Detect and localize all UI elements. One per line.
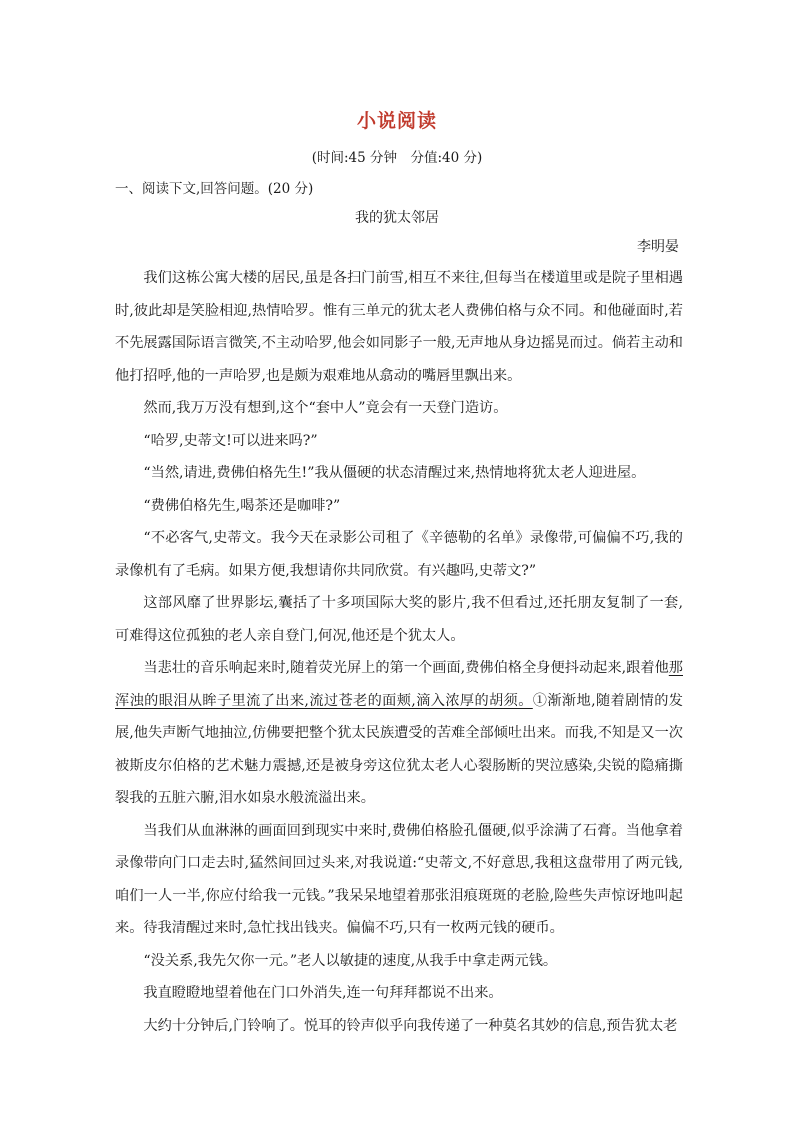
underlined-sentence: 那浑浊的眼泪从眸子里流了出来,流过苍老的面颊,滴入浓厚的胡须。 <box>115 660 683 709</box>
paragraph: “没关系,我先欠你一元。”老人以敏捷的速度,从我手中拿走两元钱。 <box>143 952 558 969</box>
page-title: 小说阅读 <box>356 110 437 132</box>
section-heading: 一、阅读下文,回答问题。(20 分) <box>115 181 314 197</box>
paragraph: “费佛伯格先生,喝茶还是咖啡?” <box>143 497 341 514</box>
paragraph: “不必客气,史蒂文。我今天在录影公司租了《辛德勒的名单》录像带,可偏偏不巧,我的录像机有了毛病。如果方便,我想请你共同欣赏。有兴趣吗,史蒂文?” <box>115 530 683 579</box>
story-body <box>115 262 683 1042</box>
paragraph: 我们这栋公寓大楼的居民,虽是各扫门前雪,相互不来往,但每当在楼道里或是院子里相遇时,彼此却是笑脸相迎,热情哈罗。惟有三单元的犹太老人费佛伯格与众不同。和他碰面时,若不先展露国际语言微笑,不主动哈罗,他会如同影子一般,无声地从身边摇晃而过。倘若主动和他打招呼,他的一声哈罗,也是颇为艰难地从翕动的嘴唇里飘出来。 <box>115 270 683 384</box>
story-author: 李明晏 <box>637 239 679 255</box>
paragraph: 这部风靡了世界影坛,囊括了十多项国际大奖的影片,我不但看过,还托朋友复制了一套,可难得这位孤独的老人亲自登门,何况,他还是个犹太人。 <box>115 595 683 644</box>
paragraph: 当我们从血淋淋的画面回到现实中来时,费佛伯格脸孔僵硬,似乎涂满了石膏。当他拿着录像带向门口走去时,猛然间回过头来,对我说道:“史蒂文,不好意思,我租这盘带用了两元钱,咱们一人一半,你应付给我一元钱。”我呆呆地望着那张泪痕斑斑的老脸,险些失声惊讶地叫起来。待我清醒过来时,急忙找出钱夹。偏偏不巧,只有一枚两元钱的硬币。 <box>115 822 683 936</box>
paragraph: 我直瞪瞪地望着他在门口外消失,连一句拜拜都说不出来。 <box>143 985 503 1001</box>
paragraph: “当然,请进,费佛伯格先生!”我从僵硬的状态清醒过来,热情地将犹太老人迎进屋。 <box>143 465 646 481</box>
paragraph: “哈罗,史蒂文!可以进来吗?” <box>143 432 318 449</box>
paragraph: 当悲壮的音乐响起来时,随着荧光屏上的第一个画面,费佛伯格全身便抖动起来,跟着他那浑浊的眼泪从眸子里流了出来,流过苍老的面颊,滴入浓厚的胡须。①渐渐地,随着剧情的发展,他失声断气地抽泣,仿佛要把整个犹太民族遭受的苦难全部倾吐出来。而我,不知是又一次被斯皮尔伯格的艺术魅力震撼,还是被身旁这位犹太老人心裂肠断的哭泣感染,尖锐的隐痛撕裂我的五脏六腑,泪水如泉水般流溢出来。 <box>115 660 683 806</box>
exam-meta: (时间:45 分钟 分值:40 分) <box>311 150 483 166</box>
story-title: 我的犹太邻居 <box>355 210 439 226</box>
paragraph: 然而,我万万没有想到,这个“套中人”竟会有一天登门造访。 <box>143 400 508 416</box>
paragraph: 大约十分钟后,门铃响了。悦耳的铃声似乎向我传递了一种莫名其妙的信息,预告犹太老 <box>143 1017 678 1034</box>
